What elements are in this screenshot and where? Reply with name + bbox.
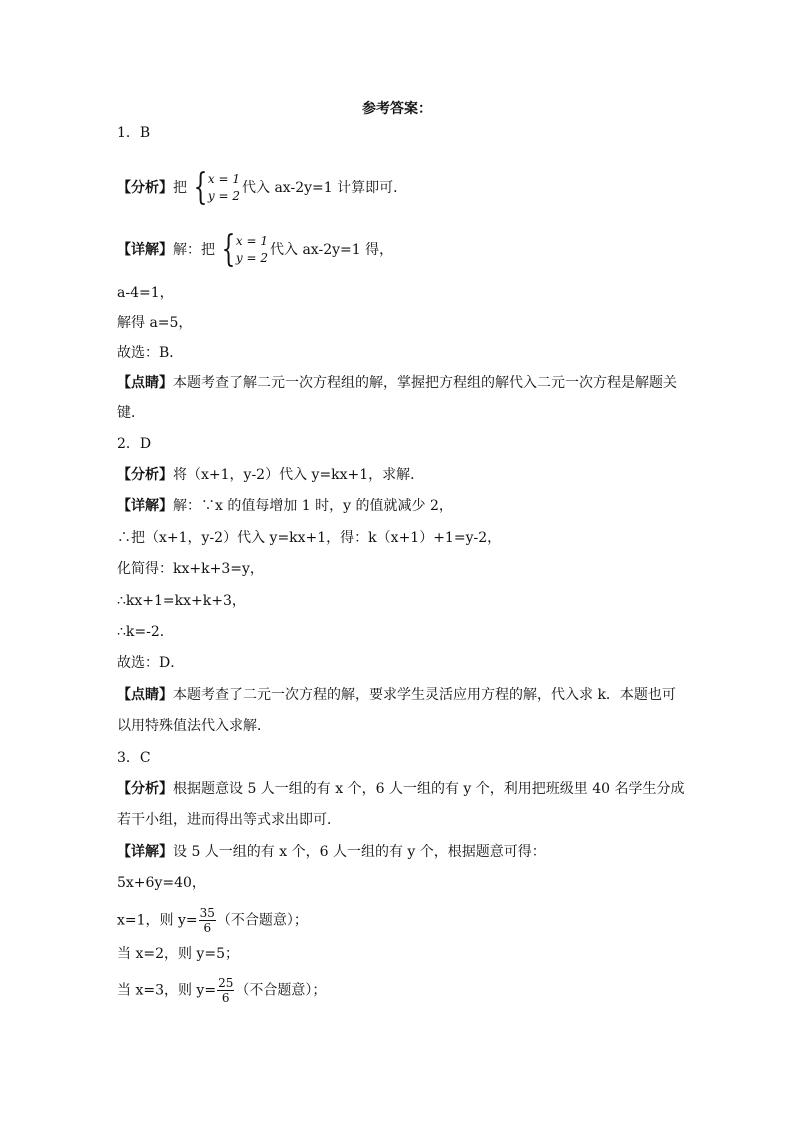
q3-case-3-post: （不合题意）； [235, 982, 327, 999]
fraction-denominator: 6 [203, 921, 212, 935]
q1-detail-post: 代入 ax-2y=1 得， [270, 242, 394, 258]
q2-detail [117, 496, 453, 516]
detail-tag: 【详解】 [117, 498, 173, 514]
q1-step-1: a-4=1， [117, 285, 174, 301]
system-row-1: x = 1 [235, 234, 268, 248]
q1-comment [117, 373, 677, 393]
system-row-2: y = 2 [207, 189, 241, 203]
q2-analysis-text: 将（x+1，y-2）代入 y=kx+1，求解． [173, 467, 425, 483]
q1-number: 1．B [117, 125, 151, 141]
q3-analysis-line-1: 根据题意设 5 人一组的有 x 个，6 人一组的有 y 个，利用把班级里 40 名学生分成 [173, 781, 685, 797]
q1-analysis-pre: 把 [173, 180, 187, 196]
q3-case-1-pre: x=1，则 y= [117, 912, 198, 929]
q3-case-3 [117, 976, 326, 1005]
q2-comment [117, 685, 676, 705]
q1-comment-line-2: 键． [117, 405, 145, 421]
fraction-denominator: 6 [221, 991, 230, 1005]
q3-case-1 [117, 906, 308, 935]
q3-case-1-post: （不合题意）； [216, 912, 308, 929]
q2-step-2: 化简得：kx+k+3=y， [117, 561, 264, 577]
q2-step-3: ∴kx+1=kx+k+3， [117, 593, 246, 609]
q1-analysis-post: 代入 ax-2y=1 计算即可． [242, 180, 408, 196]
analysis-tag: 【分析】 [117, 781, 173, 797]
q1-analysis [117, 167, 408, 208]
system-row-2: y = 2 [235, 251, 269, 265]
analysis-tag: 【分析】 [117, 467, 173, 483]
fraction-numerator: 25 [218, 976, 234, 990]
q2-choice: 故选：D． [117, 655, 185, 671]
q2-step-4: ∴k=-2． [117, 624, 174, 640]
q1-detail-pre: 解：把 [173, 242, 215, 258]
q3-equation: 5x+6y=40， [117, 875, 206, 891]
q2-number: 2．D [117, 436, 152, 452]
equation-system: { x = 1 y = 2 [221, 229, 269, 270]
fraction [217, 976, 234, 1005]
q3-analysis [117, 779, 684, 799]
page-title: 参考答案： [362, 101, 432, 117]
q3-number: 3．C [117, 750, 151, 766]
q1-choice: 故选：B． [117, 345, 184, 361]
q1-detail [117, 229, 394, 270]
q1-step-2: 解得 a=5， [117, 315, 193, 331]
q3-detail [117, 842, 546, 862]
q3-detail-text: 设 5 人一组的有 x 个，6 人一组的有 y 个，根据题意可得： [173, 844, 546, 860]
comment-tag: 【点睛】 [117, 687, 173, 703]
system-row-1: x = 1 [207, 172, 240, 186]
comment-tag: 【点睛】 [117, 375, 173, 391]
fraction [199, 906, 216, 935]
q2-step-1: ∴把（x+1，y-2）代入 y=kx+1，得：k（x+1）+1=y-2， [117, 530, 502, 546]
q3-case-3-pre: 当 x=3，则 y= [117, 982, 217, 999]
q2-analysis [117, 465, 424, 485]
q3-case-2: 当 x=2，则 y=5； [117, 946, 239, 962]
q1-comment-line-1: 本题考查了解二元一次方程组的解，掌握把方程组的解代入二元一次方程是解题关 [173, 375, 677, 391]
q2-comment-line-2: 以用特殊值法代入求解． [117, 718, 271, 734]
detail-tag: 【详解】 [117, 242, 173, 258]
q2-detail-text: 解：∵x 的值每增加 1 时，y 的值就减少 2， [173, 498, 453, 514]
fraction-numerator: 35 [199, 906, 215, 920]
equation-system: { x = 1 y = 2 [193, 167, 241, 208]
q3-analysis-line-2: 若干小组，进而得出等式求出即可． [117, 812, 341, 828]
analysis-tag: 【分析】 [117, 180, 173, 196]
detail-tag: 【详解】 [117, 844, 173, 860]
q2-comment-line-1: 本题考查了二元一次方程的解，要求学生灵活应用方程的解，代入求 k．本题也可 [173, 687, 676, 703]
